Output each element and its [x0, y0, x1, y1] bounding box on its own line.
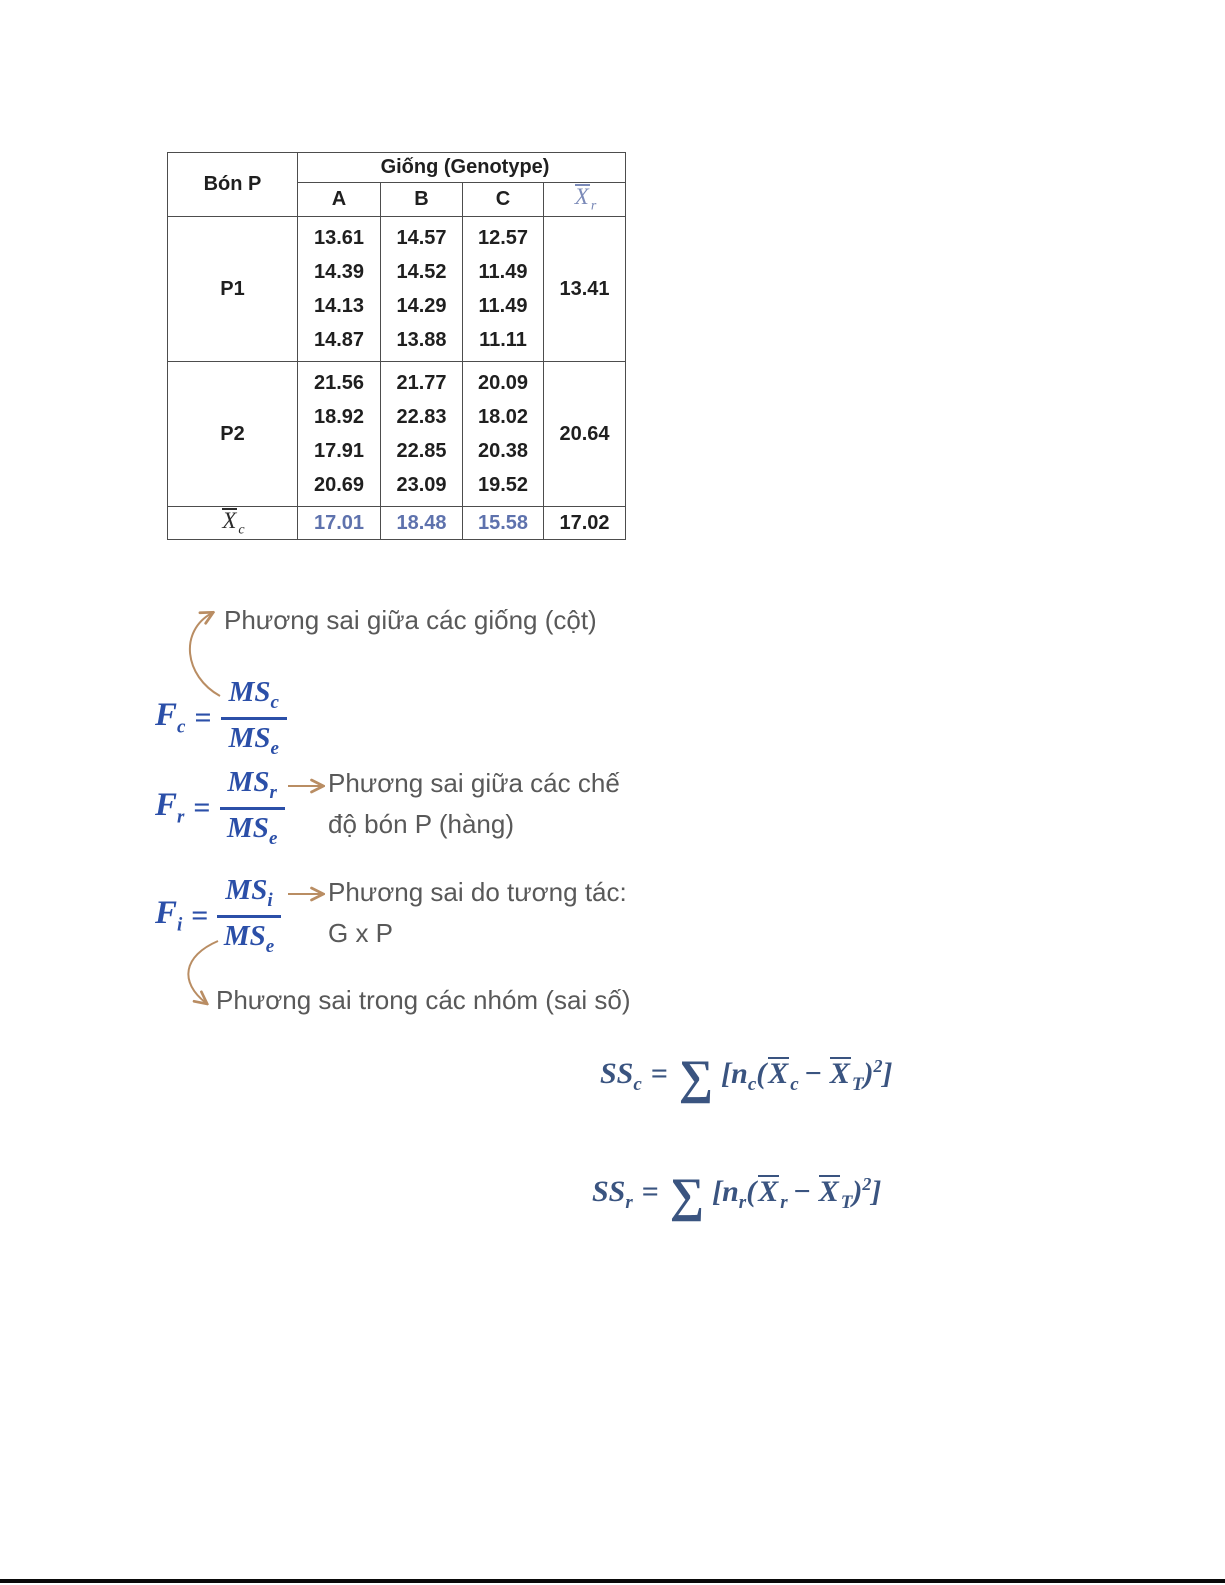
table-header-row-1	[168, 153, 626, 183]
col-mean-header: X $_c$	[168, 507, 298, 540]
fc-fraction: $\frac{MS_c}{MS_e}$	[221, 676, 287, 759]
table-footer-row	[168, 507, 626, 540]
col-c-mean: 15.58	[463, 507, 544, 540]
p2-col-c-values: 20.09 18.02 20.38 19.52	[463, 362, 544, 507]
col-label-a: A	[298, 183, 381, 217]
p2-label: P2	[168, 362, 298, 507]
p1-col-a-values: 13.61 14.39 14.13 14.87	[298, 217, 381, 362]
table-row-p2	[168, 362, 626, 507]
p2-col-b-values: 21.77 22.83 22.85 23.09	[381, 362, 463, 507]
col-label-c: C	[463, 183, 544, 217]
p1-col-c-values: 12.57 11.49 11.49 11.11	[463, 217, 544, 362]
row-factor-label: Bón P	[168, 153, 298, 217]
col-label-b: B	[381, 183, 463, 217]
xbar-c-symbol: X	[222, 507, 237, 533]
p1-label: P1	[168, 217, 298, 362]
table-row-p1	[168, 217, 626, 362]
sigma-icon: ∑	[669, 1169, 705, 1222]
anova-data-table	[167, 152, 626, 540]
ssc-formula: $SS_c$ = ∑ [$n_c(X$ $_c$ − X $_T$)$^2$]	[600, 1051, 893, 1104]
xbar-r-symbol: X	[574, 184, 589, 210]
interaction-variance-note: Phương sai do tương tác: G x P	[328, 877, 627, 948]
p2-row-mean: 20.64	[544, 362, 626, 507]
col-b-mean: 18.48	[381, 507, 463, 540]
fr-fraction: $\frac{MS_r}{MS_e}$	[220, 766, 285, 849]
fi-fraction: $\frac{MS_i}{MS_e}$	[217, 874, 280, 957]
col-a-mean: 17.01	[298, 507, 381, 540]
sigma-icon: ∑	[678, 1051, 714, 1104]
error-variance-note: Phương sai trong các nhóm (sai số)	[216, 985, 631, 1015]
ssr-formula: $SS_r$ = ∑ [$n_r(X$ $_r$ − X $_T$)$^2$]	[592, 1169, 882, 1222]
bottom-border	[0, 1579, 1225, 1583]
column-variance-note: Phương sai giữa các giống (cột)	[224, 605, 597, 635]
grand-mean: 17.02	[544, 507, 626, 540]
row-variance-note: Phương sai giữa các chế độ bón P (hàng)	[328, 768, 620, 839]
fc-formula: $F_c$ = $\frac{MS_c}{MS_e}$	[155, 676, 287, 759]
row-mean-header: X $_r$	[544, 183, 626, 217]
fi-formula: $F_i$ = $\frac{MS_i}{MS_e}$	[155, 874, 281, 957]
p2-col-a-values: 21.56 18.92 17.91 20.69	[298, 362, 381, 507]
p1-row-mean: 13.41	[544, 217, 626, 362]
fr-formula: $F_r$ = $\frac{MS_r}{MS_e}$	[155, 766, 285, 849]
p1-col-b-values: 14.57 14.52 14.29 13.88	[381, 217, 463, 362]
genotype-group-label: Giống (Genotype)	[298, 153, 626, 183]
